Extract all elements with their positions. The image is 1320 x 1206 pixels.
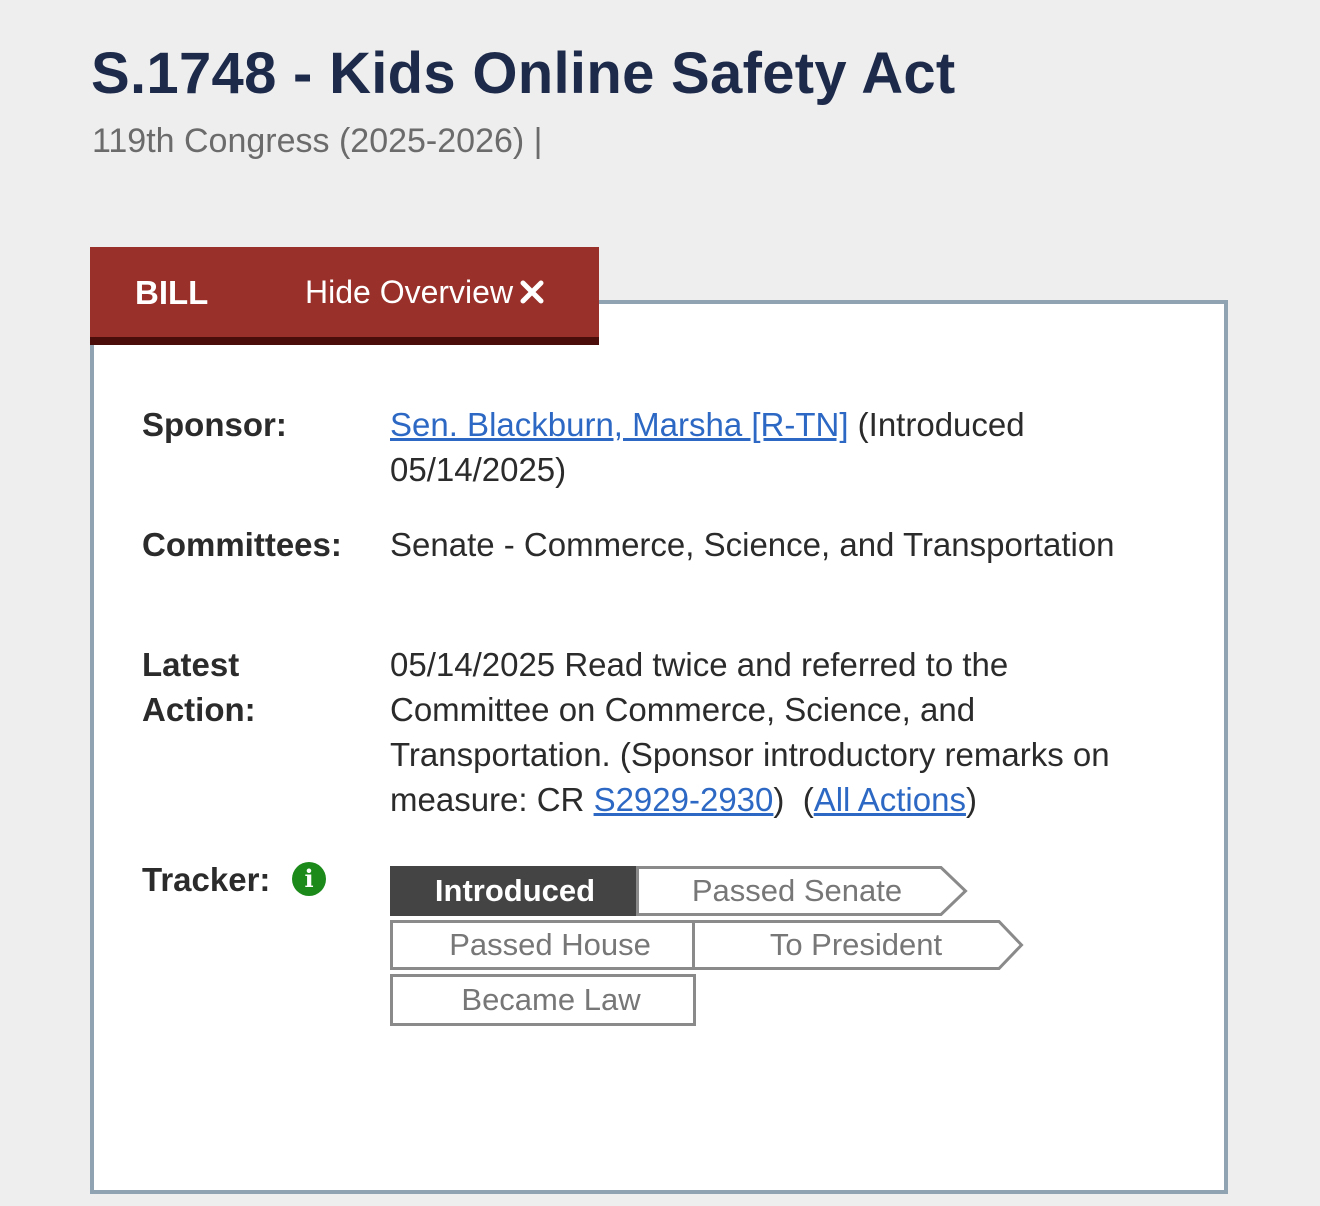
sponsor-label: Sponsor: (142, 406, 287, 443)
tracker-step-label: To President (769, 927, 943, 962)
latest-action-separator: ) ( (773, 781, 814, 818)
committees-label: Committees: (142, 526, 342, 563)
latest-action-label-line2: Action: (142, 691, 256, 728)
latest-action-label-line1: Latest (142, 646, 240, 683)
sponsor-introduced-date: (Introduced 05/14/2025) (390, 406, 1025, 488)
tracker-step-became-law (390, 974, 696, 1026)
hide-overview-button[interactable] (305, 274, 545, 313)
tracker-step-introduced (390, 866, 665, 916)
hide-overview-label: Hide Overview (305, 274, 514, 310)
tracker-step-label: Introduced (434, 873, 596, 908)
tracker-step-to-president (692, 920, 1023, 970)
latest-action-close-paren: ) (965, 781, 977, 818)
committees-value: Senate - Commerce, Science, and Transportation (390, 526, 1115, 563)
tracker-step-label: Passed Senate (691, 873, 903, 908)
sponsor-link[interactable]: Sen. Blackburn, Marsha [R-TN] (390, 406, 849, 443)
all-actions-link[interactable]: All Actions (813, 781, 966, 818)
latest-action-text: 05/14/2025 Read twice and referred to the Committee on Commerce, Science, and Transportation. (Sponsor introductory remarks on measure: CR (390, 646, 1119, 818)
tracker-step-label: Became Law (461, 982, 641, 1017)
latest-action-value (390, 642, 1160, 822)
tracker-step-label: Passed House (449, 927, 651, 962)
latest-action-label (142, 642, 256, 732)
sponsor-value (390, 402, 1160, 492)
close-icon (519, 276, 545, 313)
congress-subtitle: 119th Congress (2025-2026) | (92, 122, 543, 160)
info-icon[interactable]: i (292, 862, 326, 896)
tracker-label: Tracker: (142, 861, 271, 898)
tracker-step-passed-senate (636, 866, 967, 916)
tracker-step-passed-house (390, 920, 720, 970)
bill-tab-bar (90, 247, 599, 345)
page-title: S.1748 - Kids Online Safety Act (91, 41, 956, 106)
bill-tab-label[interactable]: BILL (135, 274, 209, 311)
cr-link[interactable]: S2929-2930 (593, 781, 774, 818)
